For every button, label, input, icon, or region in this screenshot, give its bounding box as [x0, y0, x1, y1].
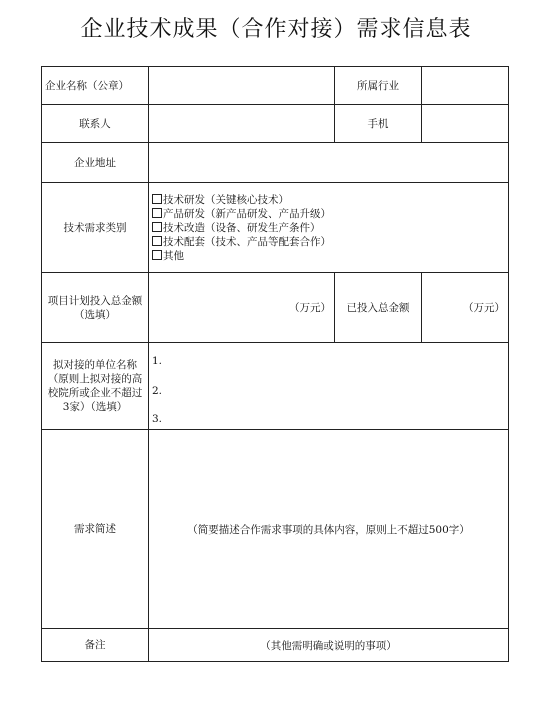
option-tech-rd[interactable]: 技术研发（关键核心技术） [152, 193, 505, 207]
row-investment [42, 273, 509, 343]
investment-label: 项目计划投入总金额（选填） [42, 273, 149, 343]
demand-info-table [41, 66, 509, 662]
investment-field[interactable] [149, 273, 335, 343]
contact-label: 联系人 [42, 105, 149, 143]
contact-field[interactable] [149, 105, 335, 143]
remarks-field[interactable] [149, 629, 509, 662]
remarks-label: 备注 [42, 629, 149, 662]
company-name-label: 企业名称（公章） [42, 67, 149, 105]
page-title: 企业技术成果（合作对接）需求信息表 [80, 17, 472, 42]
industry-field[interactable] [422, 67, 509, 105]
row-company [42, 67, 509, 105]
option-tech-support[interactable]: 技术配套（技术、产品等配套合作） [152, 235, 505, 249]
company-name-field[interactable] [149, 67, 335, 105]
row-remarks [42, 629, 509, 662]
partner-number-3: 3. [152, 413, 163, 425]
invested-unit: （万元） [463, 302, 505, 314]
industry-label: 所属行业 [335, 67, 422, 105]
partner-number-1: 1. [152, 355, 163, 367]
invested-field[interactable] [422, 273, 509, 343]
tech-category-options [149, 183, 509, 273]
checkbox-icon[interactable] [152, 194, 162, 204]
invested-label: 已投入总金额 [335, 273, 422, 343]
phone-label: 手机 [335, 105, 422, 143]
description-label: 需求简述 [42, 430, 149, 629]
checkbox-icon[interactable] [152, 208, 162, 218]
phone-field[interactable] [422, 105, 509, 143]
address-label: 企业地址 [42, 143, 149, 183]
option-product-rd[interactable]: 产品研发（新产品研发、产品升级） [152, 207, 505, 221]
row-partners [42, 343, 509, 430]
row-contact [42, 105, 509, 143]
partner-number-2: 2. [152, 385, 163, 397]
tech-category-label: 技术需求类别 [42, 183, 149, 273]
checkbox-icon[interactable] [152, 222, 162, 232]
description-field[interactable] [149, 430, 509, 629]
partner-label: 拟对接的单位名称（原则上拟对接的高校院所或企业不超过3家）（选填） [42, 343, 149, 430]
remarks-hint: （其他需明确或说明的事项） [260, 639, 397, 652]
option-tech-upgrade[interactable]: 技术改造（设备、研发生产条件） [152, 221, 505, 235]
address-field[interactable] [149, 143, 509, 183]
row-address [42, 143, 509, 183]
partner-field[interactable] [149, 343, 509, 430]
checkbox-icon[interactable] [152, 250, 162, 260]
row-tech-category [42, 183, 509, 273]
description-hint: （简要描述合作需求事项的具体内容，原则上不超过500字） [187, 523, 470, 536]
row-description [42, 430, 509, 629]
checkbox-icon[interactable] [152, 236, 162, 246]
investment-unit: （万元） [289, 302, 331, 314]
option-other[interactable]: 其他 [152, 249, 505, 263]
